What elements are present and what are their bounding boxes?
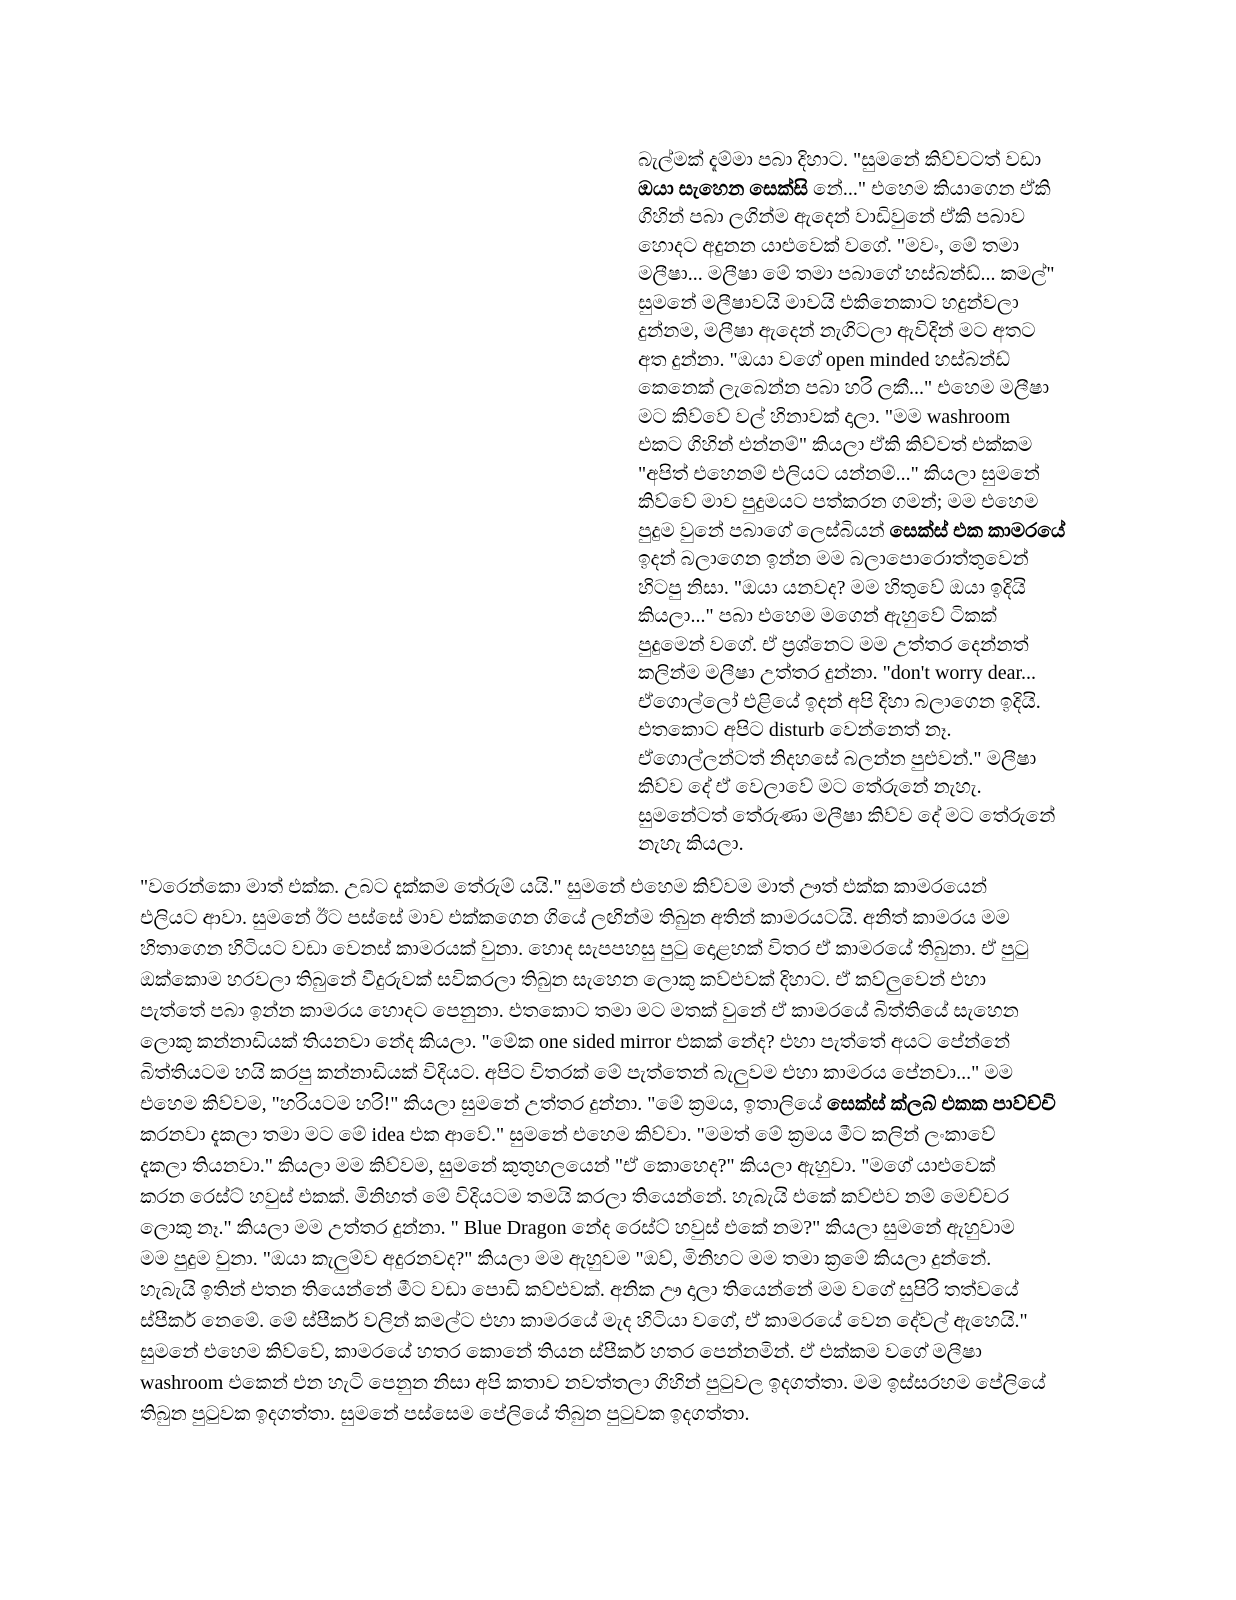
text-run: ගිහින් පබා ලගින්ම ඇදෙන් වාඩිවුනේ ඒකි පබාව bbox=[638, 206, 1025, 228]
text-run: තිබුන පුටුවක ඉදගත්තා. සුමනේ පස්සෙම පේලියේ තිබුන පුටුවක ඉදගත්තා. bbox=[140, 1403, 750, 1425]
bold-text-run: සෙක්ස් ක්ලබ් එකක පාව්ච්චි bbox=[827, 1093, 1056, 1115]
text-run: පුදුමෙන් වගේ. ඒ ප්‍රශ්නෙට මම උත්තර දෙන්නත් bbox=[638, 633, 1029, 656]
text-run: පුදුම වුනේ පබාගේ ලෙස්බියන් bbox=[638, 519, 890, 542]
text-run: නැහැ කියලා. bbox=[638, 833, 744, 855]
text-run: සුමනේ මලීෂාවයි මාවයි එකිනෙකාට හදුන්වලා bbox=[638, 291, 1019, 314]
text-run: බිත්තියටම හයි කරපු කන්නාඩියක් විදියට. අපිට විතරක් මේ පැත්තෙන් බැලුවම එහා කාමරය පේනවා..." මම bbox=[140, 1062, 1014, 1084]
text-run: ලොකු නෑ." කියලා මම උත්තර දුන්නා. " Blue Dragon නේද රෙස්ට් හවුස් එකේ නම?" කියලා සුමනේ ඇහුවාම bbox=[140, 1217, 1015, 1239]
text-line bbox=[638, 431, 1080, 460]
text-run: අත දුන්නා. "ඔයා වගේ open minded හස්බන්ඩ් bbox=[638, 348, 1011, 371]
text-line bbox=[140, 1306, 1118, 1337]
text-line bbox=[638, 488, 1080, 517]
text-line bbox=[638, 602, 1080, 631]
text-run: හැබැයි ඉතින් එතන තියෙන්නේ මීට වඩා පොඩි කව්ළුවක්. අනික ඌ දාලා තියෙන්නේ මම වගේ සුපිරි තත්වයේ bbox=[140, 1279, 1019, 1301]
text-line bbox=[140, 1151, 1118, 1182]
text-line bbox=[638, 545, 1080, 574]
text-line bbox=[140, 1089, 1118, 1120]
text-line bbox=[140, 1244, 1118, 1275]
text-line bbox=[638, 517, 1080, 546]
text-line bbox=[638, 260, 1080, 289]
text-line bbox=[140, 872, 1118, 903]
text-run: සුමනේ එහෙම කිව්වේ, කාමරයේ හතර කොනේ තියන ස්පීකර් හතර පෙන්නමින්. ඒ එක්කම වගේ මලීෂා bbox=[140, 1341, 982, 1363]
text-run: ඒගොල්ලන්ටත් නිදහසේ බලන්න පුළුවන්." මලීෂා bbox=[638, 747, 1037, 770]
text-line bbox=[140, 996, 1118, 1027]
text-run: ස්පීකර් නෙමේ. මේ ස්පීකර් වලින් කමල්ට එහා කාමරයේ මැද හිටියා වගේ, ඒ කාමරයේ වෙන දේවල් ඇහෙයි." bbox=[140, 1310, 1028, 1332]
text-line bbox=[140, 1399, 1118, 1430]
text-run: මම පුදුම වුනා. "ඔයා කැලුම්ව අදුරනවද?" කියලා මම ඇහුවම "ඔව්, මිනිහට මම තමා ක්‍රමේ කියලා දුන්නේ. bbox=[140, 1248, 992, 1270]
text-line bbox=[140, 1337, 1118, 1368]
text-run: ඔක්කොම හරවලා තිබුනේ වීදුරුවක් සවිකරලා තිබුන සැහෙන ලොකු කව්ළුවක් දිහාට. ඒ කව්ලුවෙන් එහා bbox=[140, 969, 987, 991]
text-run: කිව්ව දේ ඒ වෙලාවේ මට තේරුනේ නැහැ. bbox=[638, 776, 982, 798]
text-line bbox=[638, 659, 1080, 688]
text-line bbox=[140, 1368, 1118, 1399]
text-line bbox=[638, 830, 1080, 859]
text-run: එලියට ආවා. සුමනේ ඊට පස්සේ මාව එක්කගෙන ගියේ ලඟින්ම තිබුන අතින් කාමරයටයි. අනිත් කාමරය මම bbox=[140, 907, 1010, 929]
text-run: කලින්ම මලීෂා උත්තර දුන්නා. "don't worry dear... bbox=[638, 662, 1037, 684]
text-line bbox=[638, 317, 1080, 346]
text-run: දැකලා තියනවා." කියලා මම කිව්වම, සුමනේ කුතුහලයෙන් "ඒ කොහෙද?" කියලා ඇහුවා. "මගේ යාළුවෙක් bbox=[140, 1155, 996, 1177]
text-run: එහෙම කිව්වම, "හරියටම හරි!" කියලා සුමනේ උත්තර දුන්නා. "මේ ක්‍රමය, ඉතාලියේ bbox=[140, 1093, 828, 1115]
text-line bbox=[140, 1213, 1118, 1244]
text-line bbox=[140, 965, 1118, 996]
text-line bbox=[638, 631, 1080, 660]
text-line bbox=[638, 745, 1080, 774]
text-run: ලොකු කන්නාඩියක් තියනවා නේද කියලා. "මේක one sided mirror එකක් නේද? එහා පැත්තේ අයට පේන්නේ bbox=[140, 1031, 1011, 1053]
text-line bbox=[638, 574, 1080, 603]
text-line bbox=[638, 146, 1080, 175]
text-run: හිටපු නිසා. "ඔයා යනවද? මම හිතුවේ ඔයා ඉදියි bbox=[638, 576, 1026, 599]
text-run: ඒගොල්ලෝ එළියේ ඉදන් අපි දිහා බලාගෙන ඉදියි. bbox=[638, 690, 1041, 713]
bold-text-run: සෙක්ස් එක කාමරයේ bbox=[889, 519, 1066, 542]
text-run: කෙනෙක් ලැබෙන්න පබා හරි ලකී..." එහෙම මලීෂා bbox=[638, 377, 1050, 399]
text-line bbox=[638, 346, 1080, 375]
text-run: washroom එකෙන් එන හැටි පෙනුන නිසා අපි කතාව නවත්තලා ගිහින් පුටුවල ඉදගත්තා. මම ඉස්සරහම පේලියේ bbox=[140, 1372, 1046, 1394]
text-run: මලීෂා... මලීෂා මේ තමා පබාගේ හස්බන්ඩ්... කමල්" bbox=[638, 263, 1055, 285]
wrapped-text-column bbox=[638, 146, 1080, 859]
text-run: නේ..." එහෙම කියාගෙන ඒකි bbox=[807, 177, 1051, 200]
bold-text-run: ඔයා සැහෙන සෙක්සි bbox=[638, 177, 808, 200]
text-run: බැල්මක් දැම්මා පබා දිහාට. "සුමනේ කිව්වටත් වඩා bbox=[638, 149, 1042, 171]
text-run: කරන රෙස්ට් හවුස් එකක්. මිනිහත් මේ විදියටම තමයි කරලා තියෙන්නේ. හැබැයි එකේ කව්ළුව නම් මෙච්චර bbox=[140, 1186, 1010, 1208]
text-line bbox=[638, 203, 1080, 232]
text-line bbox=[638, 374, 1080, 403]
text-run: කරනවා දැකලා තමා මට මේ idea එක ආවේ." සුමනේ එහෙම කිව්වා. "මමත් මේ ක්‍රමය මීට කලින් ලංකාවේ bbox=[140, 1124, 996, 1146]
text-run: කිව්වේ මාව පුදුමයට පත්කරන ගමන්; මම එහෙම bbox=[638, 491, 1039, 513]
text-run: මට කිව්වේ වල් හිනාවක් දාලා. "මම washroom bbox=[638, 405, 1011, 428]
text-run: එතකොට අපිට disturb වෙන්නෙත් නෑ. bbox=[638, 719, 952, 741]
text-line bbox=[140, 903, 1118, 934]
full-width-paragraph bbox=[140, 872, 1118, 1430]
text-run: ඉදන් බලාගෙන ඉන්න මම බලාපොරොත්තුවෙන් bbox=[638, 548, 1029, 570]
text-run: "අපිත් එහෙනම් එලියට යන්නම්..." කියලා සුමනේ bbox=[638, 462, 1040, 485]
text-line bbox=[638, 773, 1080, 802]
text-line bbox=[140, 1058, 1118, 1089]
text-run: දුන්නම, මලීෂා ඇදෙන් නැගිටලා ඇවිදින් මට අතට bbox=[638, 320, 1036, 342]
text-line bbox=[140, 1120, 1118, 1151]
text-run: "වරෙන්කො මාත් එක්ක. උබට දැක්කම තේරුම් යයි." සුමනේ එහෙම කිව්වම මාත් ඌත් එක්ක කාමරයෙන් bbox=[140, 876, 988, 898]
text-run: කියලා..." පබා එහෙම මගෙන් ඇහුවේ ටිකක් bbox=[638, 605, 997, 627]
text-line bbox=[638, 802, 1080, 831]
text-run: හොදට අදුනන යාළුවෙක් වගේ. "මවං, මේ තමා bbox=[638, 234, 1020, 257]
text-run: හිතාගෙන හිටියට වඩා වෙනස් කාමරයක් වුනා. හොද සැපපහසු පුටු දොළහක් විතර ඒ කාමරයේ තිබුනා. ඒ පුටු bbox=[140, 938, 1029, 960]
text-line bbox=[140, 934, 1118, 965]
text-run: සුමනේටත් තේරුණා මලීෂා කිව්ව දේ මට තේරුනේ bbox=[638, 804, 1056, 827]
text-line bbox=[140, 1275, 1118, 1306]
text-line bbox=[638, 403, 1080, 432]
text-line bbox=[638, 688, 1080, 717]
text-line bbox=[638, 716, 1080, 745]
text-line bbox=[638, 175, 1080, 204]
text-line bbox=[140, 1182, 1118, 1213]
text-line bbox=[638, 232, 1080, 261]
text-run: එකට ගිහින් එන්නම්" කියලා ඒකි කිව්වත් එක්කම bbox=[638, 434, 1033, 456]
text-run: පැත්තේ පබා ඉන්න කාමරය හොදට පෙනුනා. එතකොට තමා මට මතක් වුනේ ඒ කාමරයේ බිත්තියේ සැහෙන bbox=[140, 1000, 1019, 1022]
text-line bbox=[638, 460, 1080, 489]
text-line bbox=[140, 1027, 1118, 1058]
text-line bbox=[638, 289, 1080, 318]
